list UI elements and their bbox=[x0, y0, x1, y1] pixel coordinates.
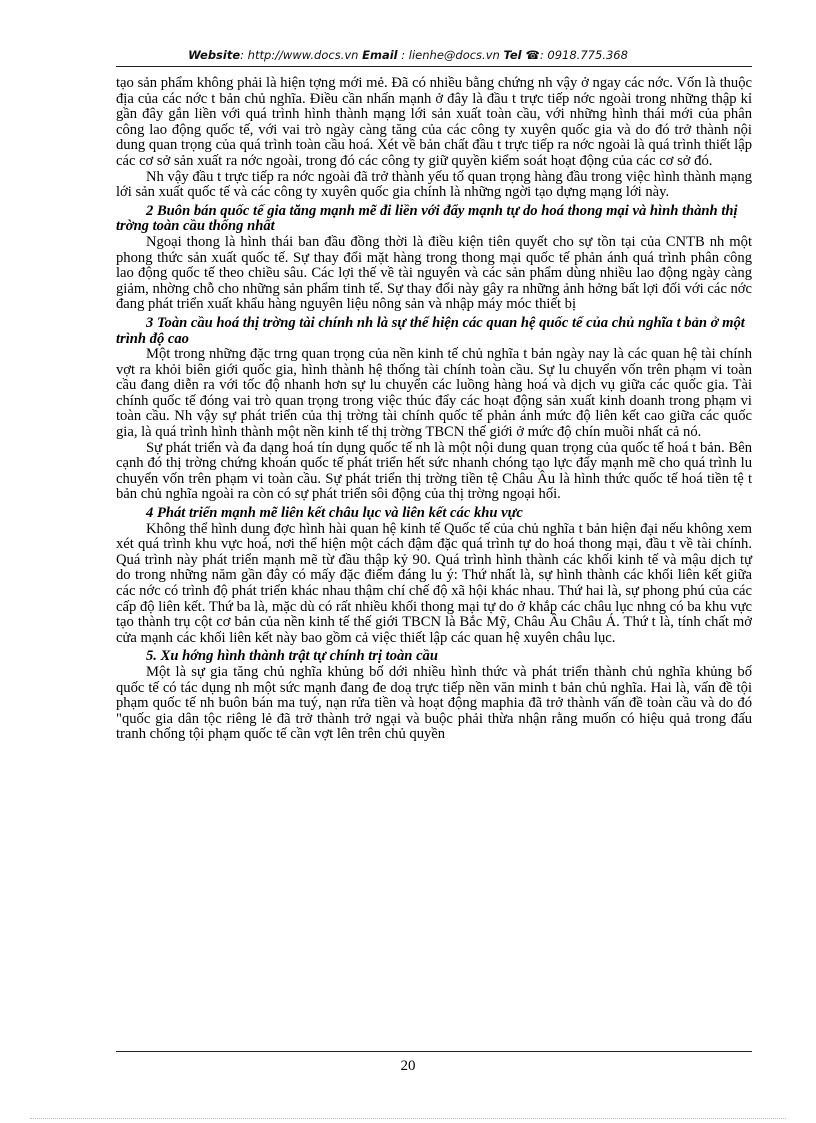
paragraph-3: Ngoại thong là hình thái ban đầu đồng thời là điều kiện tiên quyết cho sự tồn tại của CNTB nh một phong thức sản xuất quốc tế. Sự thay đổi mặt hàng trong thong mại quốc tế phản ánh quá trình phân công lao động quốc tế theo chiều sâu. Các lợi thế về tài nguyên và các sản phẩm dùng nhiều lao động ngày càng giảm, nhờng chỗ cho những sản phẩm tinh tế. Sự thay đổi này gây ra những ảnh hởng bất lợi đối với các nớc đang phát triển xuất khẩu hàng nguyên liệu nông sản và nhập máy móc thiết bị bbox=[116, 233, 752, 313]
section-heading-5: 5. Xu hớng hình thành trật tự chính trị toàn cầu bbox=[146, 648, 438, 665]
section-heading-4: 4 Phát triển mạnh mẽ liên kết châu lục và liên kết các khu vực bbox=[146, 505, 523, 522]
paragraph-5: Sự phát triển và đa dạng hoá tín dụng quốc tế nh là một nội dung quan trọng của quốc tế hoá t bản. Bên cạnh đó thị trờng chứng khoán quốc tế phát triển hết sức nhanh chóng tạo lực đẩy mạnh mẽ cho quá trình lu chuyển vốn trên phạm vi toàn cầu. Sự phát triển thị trờng tiền tệ Châu Âu là hình thức quốc tế hoá tiền tệ t bản chủ nghĩa ngoài ra còn có sự phát triển sôi động của thị trờng ngoại hối. bbox=[116, 439, 752, 503]
section-heading-2: 2 Buôn bán quốc tế gia tăng mạnh mẽ đi liền với đẩy mạnh tự do hoá thong mại và hình thành thị trờng toàn cầu thống nhất bbox=[116, 202, 738, 235]
document-body bbox=[116, 76, 752, 743]
header-divider bbox=[116, 66, 752, 67]
tel-value: : 0918.775.368 bbox=[539, 48, 628, 62]
page-header bbox=[0, 48, 816, 62]
tel-label: Tel ☎ bbox=[503, 48, 540, 62]
paragraph-7: Một là sự gia tăng chủ nghĩa khủng bố dới nhiều hình thức và phát triển thành chủ nghĩa khủng bố quốc tế có tác dụng nh một sức mạnh đang đe doạ trực tiếp nền văn minh t bản chủ nghĩa. Hai là, vấn đề tội phạm quốc tế nh buôn bán ma tuý, nạn rửa tiền và hoạt động maphia đã trở thành vấn đề toàn cầu và do đó "quốc gia dân tộc riêng lẻ đã trở thành trở ngại và buộc phải thừa nhận rằng muốn có hiệu quả trong đấu tranh chống tội phạm quốc tế cần vợt lên trên chủ quyền bbox=[116, 663, 752, 743]
section-heading-3: 3 Toàn cầu hoá thị trờng tài chính nh là sự thể hiện các quan hệ quốc tế của chủ nghĩa t bản ở một trình độ cao bbox=[116, 314, 745, 347]
page-number: 20 bbox=[400, 1058, 416, 1074]
paragraph-6: Không thể hình dung đợc hình hài quan hệ kinh tế Quốc tế của chủ nghĩa t bản hiện đại nếu không xem xét quá trình khu vực hoá, nơi thể hiện một cách đậm đặc quá trình tự do hoá thong mại, đầu t về tài chính. Quá trình này phát triển mạnh mẽ từ đầu thập kỷ 90. Quá trình hình thành các khối kinh tế và mậu dịch tự do trong những năm gần đây có mấy đặc điểm đáng lu ý: Thứ nhất là, sự hình thành các khối liên kết giữa các nớc có trình độ phát triển khác nhau thậm chí chế độ xã hội khác nhau. Thứ hai là, sự phong phú của các cấp độ liên kết. Thứ ba là, mặc dù có rất nhiều khối thong mại tự do ở khắp các châu lục nhng có ba khu vực tạo thành trụ cột cơ bản của nền kinh tế thế giới TBCN là Bắc Mỹ, Châu Âu Châu Á. Thứ t là, tính chất mở cửa mạnh các khối liên kết này bao gồm cả việc thiết lập các quan hệ xuyên châu lục. bbox=[116, 520, 752, 646]
page-edge-dotted-line bbox=[30, 1118, 786, 1119]
paragraph-4: Một trong những đặc trng quan trọng của nền kinh tế chủ nghĩa t bản ngày nay là các quan hệ tài chính vợt ra khỏi biên giới quốc gia, hình thành hệ thống tài chính toàn cầu. Sự lu chuyển vốn trên phạm vi toàn cầu đang diễn ra với tốc độ nhanh hơn sự lu chuyển các luồng hàng hoá và dịch vụ giữa các quốc gia. Tài chính quốc tế đóng vai trò quan trọng trong việc thúc đẩy các hoạt động sản xuất kinh doanh trong phạm vi toàn cầu. Nh vậy sự phát triển của thị trờng tài chính quốc tế phản ánh mức độ liên kết cao giữa các quốc gia, là quá trình hình thành một nền kinh tế thị trờng TBCN thế giới ở mức độ chín muồi nhất cả nó. bbox=[116, 346, 752, 441]
website-value: : http://www.docs.vn bbox=[240, 48, 363, 62]
paragraph-1: tạo sản phẩm không phải là hiện tợng mới mẻ. Đã có nhiều bằng chứng nh vậy ở ngay các nớc. Vốn là thuộc địa của các nớc t bản chủ nghĩa. Điều cần nhấn mạnh ở đây là đầu t trực tiếp nớc ngoài trong những thập kỉ gần đây gắn liền với quá trình hình thành mạng lới sản xuất toàn cầu, với những hình thái mới của phân công lao động quốc tế, với vai trò ngày càng tăng của các công ty xuyên quốc gia và do đó trở thành nội dung quan trọng của quá trình toàn cầu hoá. Xét về bản chất đầu t trực tiếp ra nớc ngoài là quá trình thiết lập các cơ sở sản xuất ra nớc ngoài, trong đó các công ty giữ quyền kiểm soát hoạt động của các cơ sở đó. bbox=[116, 75, 752, 169]
footer-divider bbox=[116, 1051, 752, 1052]
email-label: Email bbox=[362, 48, 398, 62]
website-label: Website bbox=[188, 48, 241, 62]
email-value: : lienhe@docs.vn bbox=[397, 48, 504, 62]
paragraph-2: Nh vậy đầu t trực tiếp ra nớc ngoài đã trở thành yếu tố quan trọng hàng đầu trong việc hình thành mạng lới sản xuất quốc tế và các công ty xuyên quốc gia chính là những ngời tạo dựng mạng lới này. bbox=[116, 168, 752, 201]
